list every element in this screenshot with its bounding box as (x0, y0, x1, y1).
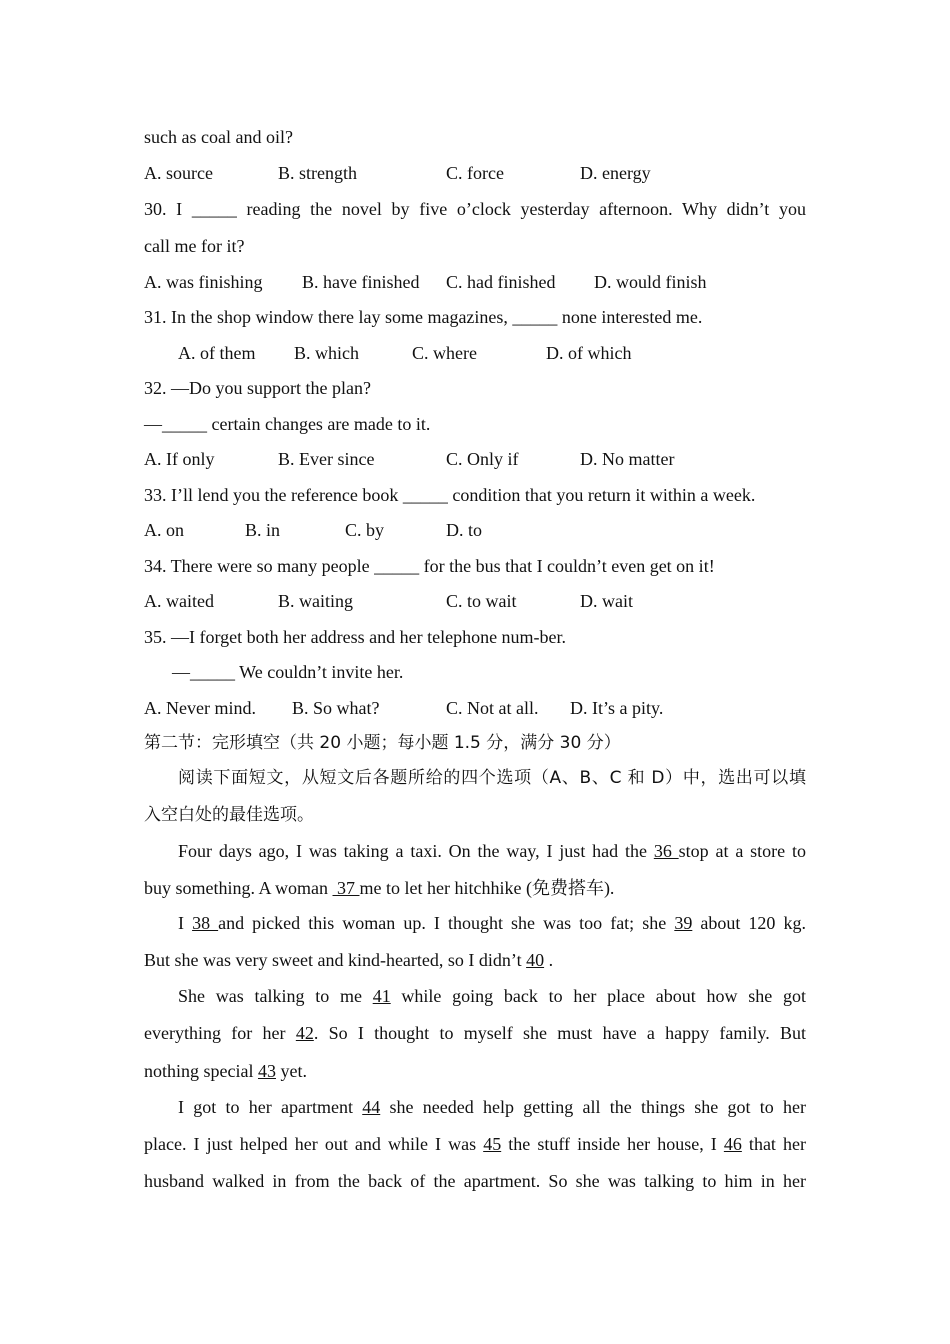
question-34-stem: 34. There were so many people _____ for the bus that I couldn’t even get on it! (144, 556, 715, 576)
passage-text: I (178, 913, 193, 933)
passage-text: . (544, 950, 554, 970)
blank-46: 46 (723, 1134, 742, 1154)
passage-line (178, 912, 806, 934)
passage-line (178, 1096, 806, 1118)
question-35-reply: —_____ We couldn’t invite her. (172, 662, 404, 682)
q34-option-a: A. waited (144, 591, 214, 611)
passage-line (144, 1133, 806, 1155)
q35-option-c: C. Not at all. (446, 698, 539, 718)
q34-option-c: C. to wait (446, 591, 517, 611)
passage-text: and picked this woman up. I thought she was too fat; she (218, 913, 675, 933)
q30-option-b: B. have finished (302, 272, 420, 292)
passage-text: buy something. A woman (144, 878, 333, 898)
q31-option-b: B. which (294, 343, 359, 363)
q30-option-a: A. was finishing (144, 272, 263, 292)
passage-line (144, 949, 553, 971)
blank-38: 38 (192, 913, 219, 933)
q32-option-b: B. Ever since (278, 449, 375, 469)
q35-option-d: D. It’s a pity. (570, 698, 664, 718)
passage-text: that her (741, 1134, 806, 1154)
passage-text: while going back to her place about how she got (390, 986, 806, 1006)
section-instructions: 阅读下面短文，从短文后各题所给的四个选项（A、B、C 和 D）中，选出可以填 (178, 768, 806, 788)
q33-option-c: C. by (345, 520, 385, 540)
q31-option-c: C. where (412, 343, 477, 363)
blank-41: 41 (372, 986, 391, 1006)
passage-text: She was talking to me (178, 986, 373, 1006)
passage-text: about 120 kg. (692, 913, 806, 933)
passage-line (144, 1060, 307, 1082)
blank-43: 43 (257, 1061, 276, 1081)
passage-text: . So I thought to myself she must have a happy family. But (313, 1023, 807, 1043)
q29-option-c: C. force (446, 163, 504, 183)
passage-text: place. I just helped her out and while I was (144, 1134, 484, 1154)
q32-option-c: C. Only if (446, 449, 519, 469)
question-30-stem-continued: call me for it? (144, 236, 245, 256)
section-instructions-continued: 入空白处的最佳选项。 (144, 805, 314, 825)
passage-text: me to let her hitchhike (免费搭车). (359, 878, 615, 898)
q33-option-a: A. on (144, 520, 184, 540)
blank-42: 42 (295, 1023, 314, 1043)
blank-44: 44 (362, 1097, 381, 1117)
q33-option-b: B. in (245, 520, 281, 540)
q31-option-d: D. of which (546, 343, 632, 363)
q34-option-d: D. wait (580, 591, 633, 611)
q30-option-d: D. would finish (594, 272, 707, 292)
passage-text: But she was very sweet and kind-hearted, so I didn’t (144, 950, 527, 970)
passage-line (144, 1022, 806, 1044)
q29-option-a: A. source (144, 163, 213, 183)
blank-45: 45 (483, 1134, 502, 1154)
blank-39: 39 (674, 913, 693, 933)
blank-36: 36 (653, 841, 679, 861)
q35-option-b: B. So what? (292, 698, 380, 718)
passage-text: yet. (275, 1061, 307, 1081)
passage-text: stop at a store to (678, 841, 806, 861)
blank-37: 37 (332, 878, 360, 898)
question-33-stem: 33. I’ll lend you the reference book _____ condition that you return it within a week. (144, 485, 756, 505)
passage-text: she needed help getting all the things she got to her (380, 1097, 806, 1117)
question-32-reply: —_____ certain changes are made to it. (144, 414, 431, 434)
q31-option-a: A. of them (178, 343, 256, 363)
q35-option-a: A. Never mind. (144, 698, 256, 718)
passage-text: I got to her apartment (178, 1097, 363, 1117)
passage-text: everything for her (144, 1023, 296, 1043)
q29-option-b: B. strength (278, 163, 357, 183)
passage-line (178, 985, 806, 1007)
q34-option-b: B. waiting (278, 591, 353, 611)
question-35-stem: 35. —I forget both her address and her telephone num-ber. (144, 627, 567, 647)
q29-option-d: D. energy (580, 163, 651, 183)
q30-option-c: C. had finished (446, 272, 556, 292)
question-29-continuation: such as coal and oil? (144, 127, 293, 147)
passage-line: husband walked in from the back of the apartment. So she was talking to him in her (144, 1171, 806, 1191)
passage-text: Four days ago, I was taking a taxi. On the way, I just had the (178, 841, 654, 861)
q33-option-d: D. to (446, 520, 482, 540)
passage-text: nothing special (144, 1061, 258, 1081)
q32-option-a: A. If only (144, 449, 215, 469)
question-32-stem: 32. —Do you support the plan? (144, 378, 371, 398)
question-31-stem: 31. In the shop window there lay some magazines, _____ none interested me. (144, 307, 703, 327)
passage-text: the stuff inside her house, I (501, 1134, 724, 1154)
passage-line (144, 877, 614, 899)
passage-line (178, 840, 806, 862)
blank-40: 40 (526, 950, 545, 970)
q32-option-d: D. No matter (580, 449, 675, 469)
question-30-stem: 30. I _____ reading the novel by five o’clock yesterday afternoon. Why didn’t you (144, 199, 806, 219)
section-heading: 第二节：完形填空（共 20 小题；每小题 1.5 分，满分 30 分） (144, 733, 621, 753)
